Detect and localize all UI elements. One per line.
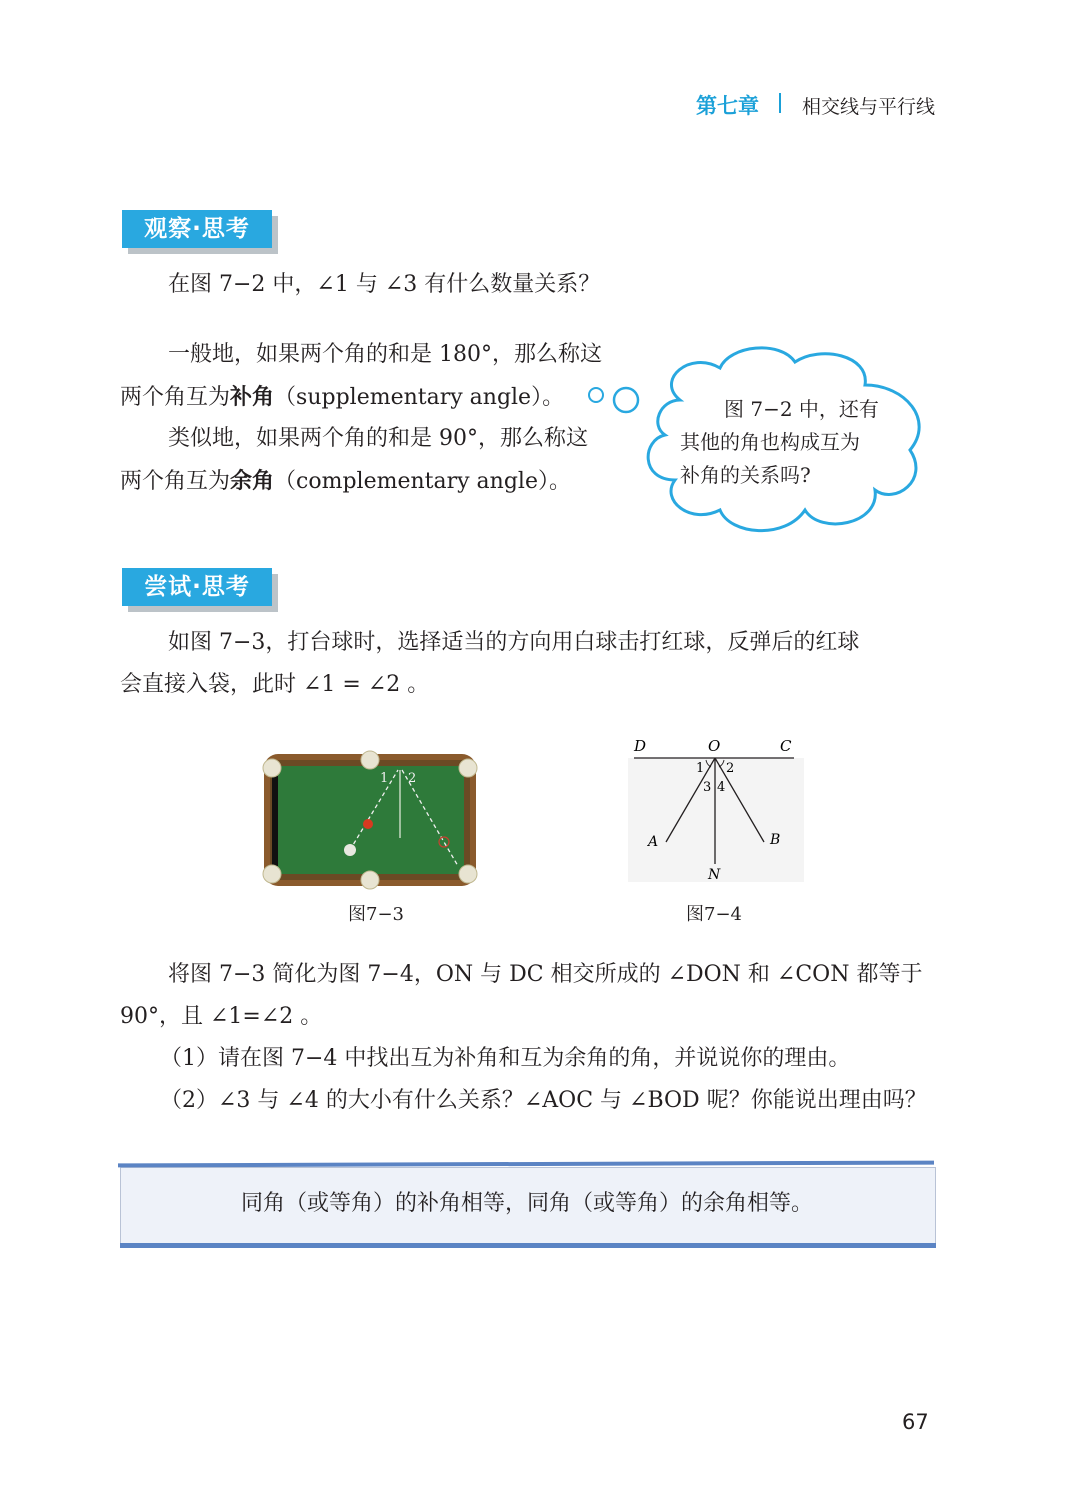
label-N: N (708, 867, 721, 883)
label-O: O (708, 737, 721, 755)
fig-7-4-caption: 图7−4 (686, 904, 742, 925)
summary-text: 同角（或等角）的补角相等，同角（或等角）的余角相等。 (240, 1191, 813, 1216)
complementary-def-line1: 类似地，如果两个角的和是 90°，那么称这 (168, 426, 588, 451)
label-angle-4: 4 (717, 780, 726, 795)
complementary-def-line2: 两个角互为余角（complementary angle）。 (120, 468, 571, 494)
cloud-line-3: 补角的关系吗? (680, 463, 811, 487)
simplify-paragraph-line2: 90°，且 ∠1=∠2 。 (120, 1004, 323, 1029)
label-angle-2: 2 (726, 761, 735, 776)
label-D: D (634, 737, 647, 755)
try-paragraph-line1: 如图 7−3，打台球时，选择适当的方向用白球击打红球，反弹后的红球 (168, 630, 860, 655)
chapter-title: 相交线与平行线 (802, 96, 936, 118)
question-2: （2）∠3 与 ∠4 的大小有什么关系？∠AOC 与 ∠BOD 呢？你能说出理由吗？ (160, 1088, 927, 1113)
cloud-line-2: 其他的角也构成互为 (680, 430, 860, 454)
label-angle-3: 3 (703, 780, 712, 795)
label-C: C (780, 737, 792, 755)
chapter-label: 第七章 (696, 94, 759, 118)
fig-7-3-caption: 图7−3 (348, 904, 404, 925)
term-complementary: 余角 (230, 468, 275, 494)
section-tag-try-label: 尝试·思考 (122, 568, 272, 606)
question-1: （1）请在图 7−4 中找出互为补角和互为余角的角，并说说你的理由。 (160, 1046, 851, 1071)
angle-diagram-figure (620, 734, 810, 884)
pool-table-figure (262, 750, 480, 890)
try-paragraph-line2: 会直接入袋，此时 ∠1 = ∠2 。 (120, 672, 430, 697)
summary-bottom-bar (120, 1243, 936, 1248)
label-A: A (648, 834, 659, 850)
simplify-paragraph-line1: 将图 7−3 简化为图 7−4，ON 与 DC 相交所成的 ∠DON 和 ∠CON 都等于 (168, 962, 923, 987)
pool-angle-2-label: 2 (408, 771, 417, 786)
header-divider (779, 93, 781, 113)
section-tag-observe-label: 观察·思考 (122, 210, 272, 248)
label-B: B (770, 832, 781, 848)
supplementary-def-line2: 两个角互为补角（supplementary angle）。 (120, 384, 565, 410)
term-supplementary: 补角 (230, 384, 275, 410)
observe-question: 在图 7−2 中，∠1 与 ∠3 有什么数量关系？ (168, 272, 601, 297)
page-number: 67 (902, 1410, 929, 1434)
cloud-line-1: 图 7−2 中，还有 (724, 397, 879, 421)
pool-angle-1-label: 1 (380, 771, 389, 786)
label-angle-1: 1 (696, 761, 705, 776)
supplementary-def-line1: 一般地，如果两个角的和是 180°，那么称这 (168, 342, 602, 367)
